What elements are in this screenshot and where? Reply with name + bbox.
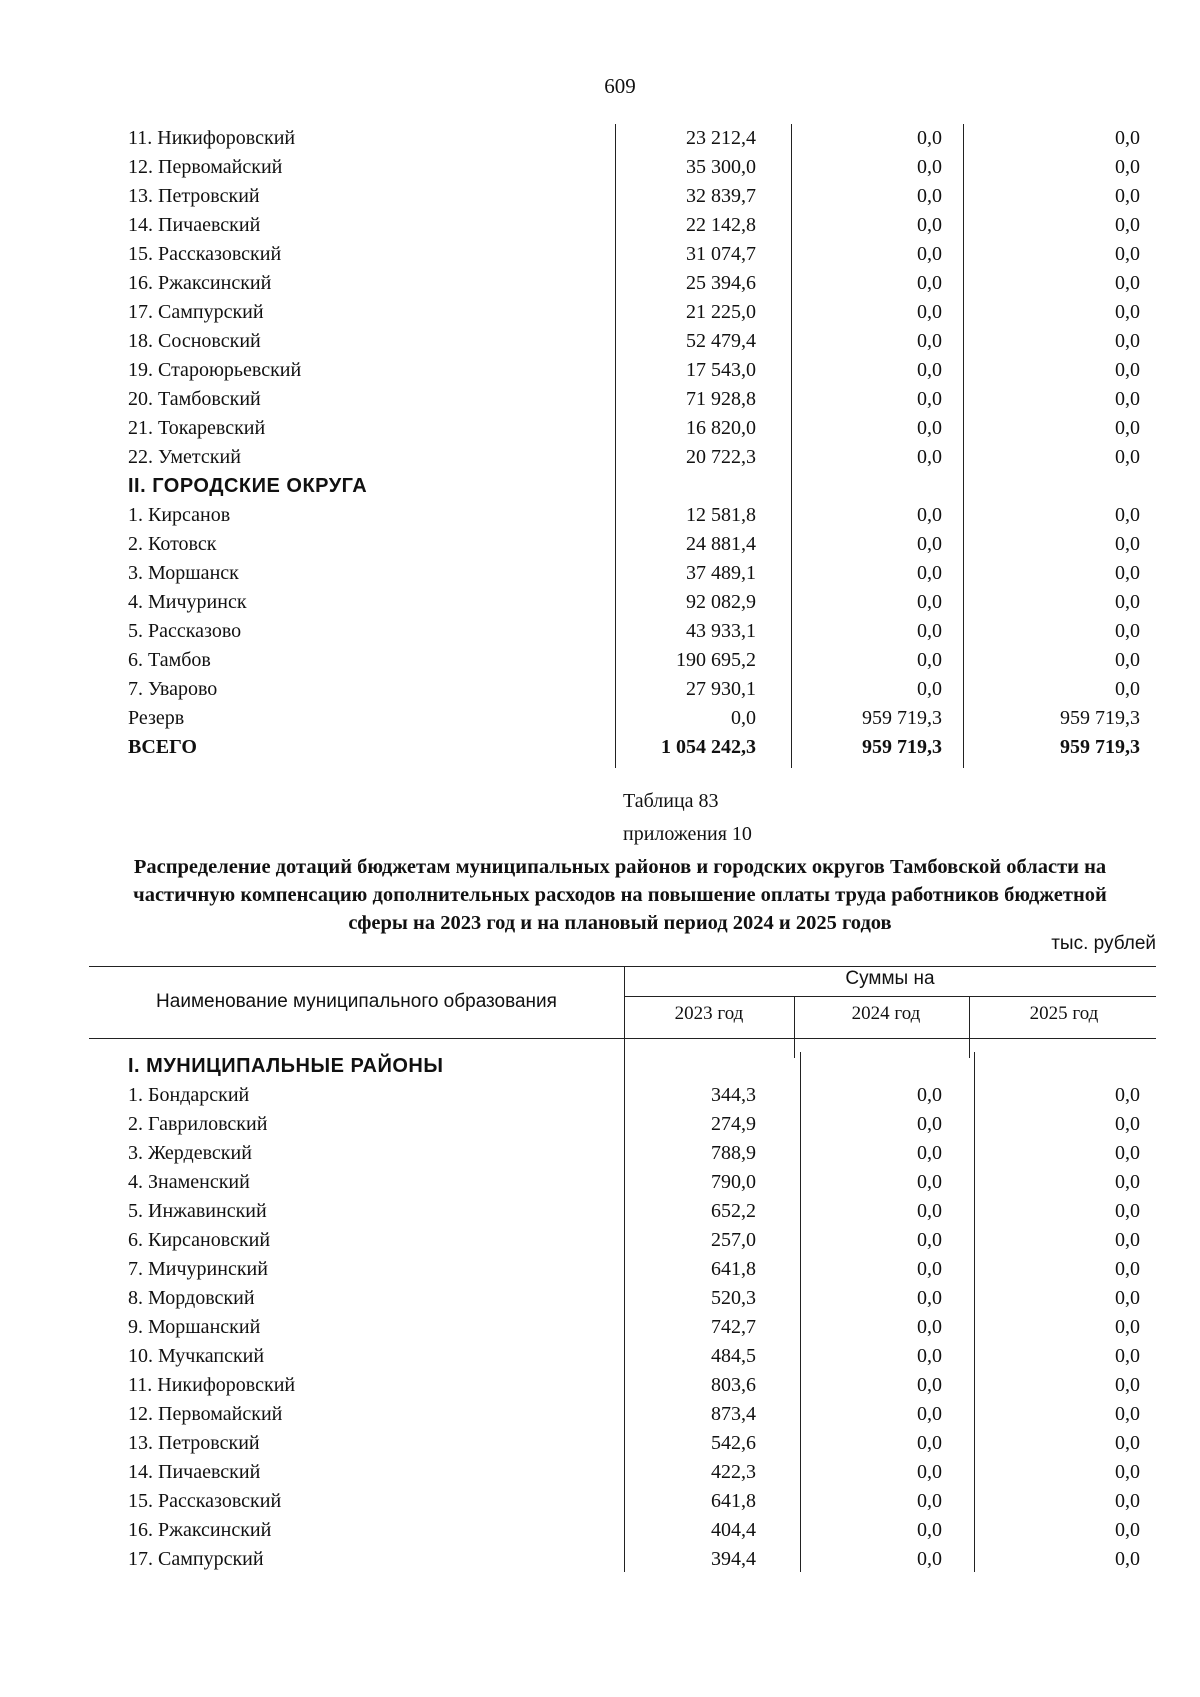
row-name: 7. Уварово (128, 678, 218, 700)
value-2025: 0,0 (1115, 591, 1140, 613)
value-2025: 0,0 (1115, 301, 1140, 323)
value-2024: 0,0 (917, 446, 942, 468)
value-2025: 0,0 (1115, 649, 1140, 671)
value-2025: 0,0 (1115, 678, 1140, 700)
column-divider (794, 996, 795, 1058)
value-2025: 0,0 (1115, 504, 1140, 526)
row-name: 22. Уметский (128, 446, 241, 468)
value-2023: 274,9 (711, 1113, 756, 1135)
row-name: 17. Сампурский (128, 301, 264, 323)
table-row (120, 675, 1160, 704)
row-name: 1. Бондарский (128, 1084, 250, 1106)
row-name: 11. Никифоровский (128, 1374, 296, 1396)
section-heading-row (120, 1052, 1160, 1081)
value-2023: 17 543,0 (686, 359, 756, 381)
row-name: 11. Никифоровский (128, 127, 296, 149)
value-2024: 959 719,3 (862, 736, 942, 758)
value-2025: 959 719,3 (1060, 707, 1140, 729)
value-2023: 92 082,9 (686, 591, 756, 613)
table-row (120, 1284, 1160, 1313)
value-2023: 484,5 (711, 1345, 756, 1367)
value-2025: 0,0 (1115, 1258, 1140, 1280)
row-name: 2. Гавриловский (128, 1113, 268, 1135)
table-row (120, 211, 1160, 240)
value-2023: 24 881,4 (686, 533, 756, 555)
row-name: II. ГОРОДСКИЕ ОКРУГА (128, 475, 368, 497)
value-2025: 0,0 (1115, 185, 1140, 207)
value-2023: 23 212,4 (686, 127, 756, 149)
table-row (120, 617, 1160, 646)
row-name: 5. Рассказово (128, 620, 242, 642)
value-2023: 422,3 (711, 1461, 756, 1483)
row-name: 21. Токаревский (128, 417, 266, 439)
value-2024: 0,0 (917, 1519, 942, 1541)
value-2025: 0,0 (1115, 127, 1140, 149)
value-2025: 0,0 (1115, 417, 1140, 439)
value-2024: 0,0 (917, 591, 942, 613)
value-2025: 0,0 (1115, 1316, 1140, 1338)
continued-table (120, 124, 1160, 762)
row-name: 12. Первомайский (128, 156, 283, 178)
row-name: 16. Ржаксинский (128, 272, 272, 294)
table-row (120, 1429, 1160, 1458)
value-2023: 404,4 (711, 1519, 756, 1541)
value-2023: 52 479,4 (686, 330, 756, 352)
value-2024: 0,0 (917, 1432, 942, 1454)
value-2024: 0,0 (917, 1229, 942, 1251)
value-2024: 0,0 (917, 1287, 942, 1309)
header-bottom-rule (89, 1038, 1156, 1039)
table-row (120, 385, 1160, 414)
value-2025: 0,0 (1115, 1287, 1140, 1309)
value-2023: 1 054 242,3 (661, 736, 756, 758)
table-row (120, 501, 1160, 530)
value-2023: 742,7 (711, 1316, 756, 1338)
value-2024: 0,0 (917, 127, 942, 149)
value-2024: 0,0 (917, 214, 942, 236)
value-2024: 0,0 (917, 1316, 942, 1338)
row-name: 14. Пичаевский (128, 214, 261, 236)
row-name: 12. Первомайский (128, 1403, 283, 1425)
value-2023: 190 695,2 (676, 649, 756, 671)
value-2023: 344,3 (711, 1084, 756, 1106)
table-row (120, 1458, 1160, 1487)
table-row (120, 443, 1160, 472)
value-2023: 25 394,6 (686, 272, 756, 294)
value-2025: 0,0 (1115, 1490, 1140, 1512)
row-name: 13. Петровский (128, 1432, 260, 1454)
value-2024: 0,0 (917, 620, 942, 642)
row-name: 15. Рассказовский (128, 243, 282, 265)
value-2025: 0,0 (1115, 1519, 1140, 1541)
table-row (120, 356, 1160, 385)
value-2025: 0,0 (1115, 1403, 1140, 1425)
row-name: 4. Знаменский (128, 1171, 250, 1193)
value-2023: 641,8 (711, 1490, 756, 1512)
value-2025: 0,0 (1115, 1229, 1140, 1251)
row-name: 18. Сосновский (128, 330, 261, 352)
value-2024: 0,0 (917, 301, 942, 323)
value-2025: 0,0 (1115, 620, 1140, 642)
table-row (120, 1400, 1160, 1429)
table-row (120, 269, 1160, 298)
value-2023: 790,0 (711, 1171, 756, 1193)
table-row (120, 153, 1160, 182)
table-row (120, 646, 1160, 675)
row-name: I. МУНИЦИПАЛЬНЫЕ РАЙОНЫ (128, 1055, 444, 1077)
row-name: 9. Моршанский (128, 1316, 261, 1338)
value-2025: 0,0 (1115, 214, 1140, 236)
value-2024: 0,0 (917, 678, 942, 700)
value-2023: 257,0 (711, 1229, 756, 1251)
value-2025: 0,0 (1115, 1171, 1140, 1193)
table-row (120, 1110, 1160, 1139)
value-2024: 0,0 (917, 156, 942, 178)
value-2024: 0,0 (917, 417, 942, 439)
value-2024: 0,0 (917, 1345, 942, 1367)
row-name: ВСЕГО (128, 736, 197, 758)
table-row (120, 1516, 1160, 1545)
value-2025: 0,0 (1115, 1345, 1140, 1367)
header-top-rule (89, 966, 1156, 967)
column-header-2023: 2023 год (674, 1003, 744, 1024)
value-2024: 0,0 (917, 1142, 942, 1164)
row-name: 4. Мичуринск (128, 591, 247, 613)
value-2024: 0,0 (917, 1461, 942, 1483)
section-heading-row (120, 472, 1160, 501)
value-2025: 0,0 (1115, 533, 1140, 555)
value-2024: 0,0 (917, 185, 942, 207)
value-2025: 959 719,3 (1060, 736, 1140, 758)
column-header-name: Наименование муниципального образования (156, 991, 557, 1012)
value-2025: 0,0 (1115, 562, 1140, 584)
value-2024: 0,0 (917, 359, 942, 381)
table-row (120, 704, 1160, 733)
value-2024: 0,0 (917, 330, 942, 352)
table-row (120, 1197, 1160, 1226)
row-name: 13. Петровский (128, 185, 260, 207)
row-name: 8. Мордовский (128, 1287, 255, 1309)
value-2023: 873,4 (711, 1403, 756, 1425)
row-name: 6. Тамбов (128, 649, 211, 671)
value-2024: 0,0 (917, 649, 942, 671)
value-2023: 37 489,1 (686, 562, 756, 584)
value-2025: 0,0 (1115, 1113, 1140, 1135)
value-2023: 542,6 (711, 1432, 756, 1454)
value-2025: 0,0 (1115, 388, 1140, 410)
value-2024: 0,0 (917, 388, 942, 410)
value-2025: 0,0 (1115, 156, 1140, 178)
value-2025: 0,0 (1115, 1142, 1140, 1164)
value-2025: 0,0 (1115, 1461, 1140, 1483)
table-row (120, 1255, 1160, 1284)
value-2024: 0,0 (917, 1113, 942, 1135)
row-name: 5. Инжавинский (128, 1200, 267, 1222)
table-row (120, 1081, 1160, 1110)
value-2023: 71 928,8 (686, 388, 756, 410)
appendix-reference: приложения 10 (623, 823, 752, 845)
value-2024: 0,0 (917, 1490, 942, 1512)
value-2025: 0,0 (1115, 272, 1140, 294)
value-2024: 0,0 (917, 243, 942, 265)
value-2025: 0,0 (1115, 1200, 1140, 1222)
row-name: 3. Жердевский (128, 1142, 252, 1164)
row-name: 6. Кирсановский (128, 1229, 271, 1251)
column-header-2024: 2024 год (851, 1003, 921, 1024)
value-2023: 21 225,0 (686, 301, 756, 323)
subsidy-table (120, 1052, 1160, 1574)
row-name: 1. Кирсанов (128, 504, 231, 526)
value-2024: 0,0 (917, 1374, 942, 1396)
column-header-sums: Суммы на (845, 968, 935, 989)
table-row (120, 298, 1160, 327)
value-2023: 31 074,7 (686, 243, 756, 265)
table-row (120, 559, 1160, 588)
value-2025: 0,0 (1115, 1084, 1140, 1106)
value-2024: 0,0 (917, 504, 942, 526)
total-row (120, 733, 1160, 762)
value-2023: 788,9 (711, 1142, 756, 1164)
value-2023: 20 722,3 (686, 446, 756, 468)
value-2024: 0,0 (917, 1084, 942, 1106)
value-2024: 0,0 (917, 272, 942, 294)
table-row (120, 1226, 1160, 1255)
table-header (89, 966, 1156, 1059)
table-row (120, 327, 1160, 356)
table-row (120, 182, 1160, 211)
table-row (120, 240, 1160, 269)
table-title: Распределение дотаций бюджетам муниципальных районов и городских округов Тамбовской области на частичную компенсацию дополнительных расходов на повышение оплаты труда работников бюджетной сферы на 2023 год и на плановый период 2024 и 2025 годов (133, 856, 1107, 934)
value-2023: 803,6 (711, 1374, 756, 1396)
table-row (120, 1545, 1160, 1574)
value-2025: 0,0 (1115, 359, 1140, 381)
value-2023: 43 933,1 (686, 620, 756, 642)
value-2023: 394,4 (711, 1548, 756, 1570)
value-2023: 32 839,7 (686, 185, 756, 207)
value-2025: 0,0 (1115, 1548, 1140, 1570)
value-2023: 0,0 (731, 707, 756, 729)
value-2023: 652,2 (711, 1200, 756, 1222)
table-row (120, 1487, 1160, 1516)
value-2024: 0,0 (917, 1403, 942, 1425)
table-row (120, 1139, 1160, 1168)
table-number: Таблица 83 (623, 790, 719, 812)
value-2025: 0,0 (1115, 243, 1140, 265)
value-2023: 641,8 (711, 1258, 756, 1280)
table-row (120, 1168, 1160, 1197)
value-2024: 0,0 (917, 1548, 942, 1570)
value-2024: 0,0 (917, 1200, 942, 1222)
value-2025: 0,0 (1115, 446, 1140, 468)
table-row (120, 1342, 1160, 1371)
value-2024: 0,0 (917, 1171, 942, 1193)
page-number: 609 (604, 74, 636, 98)
row-name: 3. Моршанск (128, 562, 239, 584)
row-name: 17. Сампурский (128, 1548, 264, 1570)
value-2023: 27 930,1 (686, 678, 756, 700)
row-name: 14. Пичаевский (128, 1461, 261, 1483)
value-2024: 0,0 (917, 533, 942, 555)
table-row (120, 1313, 1160, 1342)
value-2025: 0,0 (1115, 1432, 1140, 1454)
value-2025: 0,0 (1115, 330, 1140, 352)
row-name: 15. Рассказовский (128, 1490, 282, 1512)
header-mid-rule (624, 996, 1156, 997)
value-2023: 12 581,8 (686, 504, 756, 526)
value-2025: 0,0 (1115, 1374, 1140, 1396)
row-name: 7. Мичуринский (128, 1258, 268, 1280)
value-2023: 520,3 (711, 1287, 756, 1309)
table-row (120, 124, 1160, 153)
value-2023: 16 820,0 (686, 417, 756, 439)
column-header-2025: 2025 год (1029, 1003, 1099, 1024)
row-name: 2. Котовск (128, 533, 217, 555)
row-name: 20. Тамбовский (128, 388, 261, 410)
value-2023: 22 142,8 (686, 214, 756, 236)
table-row (120, 414, 1160, 443)
table-row (120, 530, 1160, 559)
row-name: 10. Мучкапский (128, 1345, 265, 1367)
table-row (120, 1371, 1160, 1400)
table-row (120, 588, 1160, 617)
value-2023: 35 300,0 (686, 156, 756, 178)
row-name: Резерв (128, 707, 185, 729)
value-2024: 959 719,3 (862, 707, 942, 729)
unit-label: тыс. рублей (1051, 933, 1156, 954)
value-2024: 0,0 (917, 562, 942, 584)
row-name: 19. Староюрьевский (128, 359, 302, 381)
value-2024: 0,0 (917, 1258, 942, 1280)
row-name: 16. Ржаксинский (128, 1519, 272, 1541)
